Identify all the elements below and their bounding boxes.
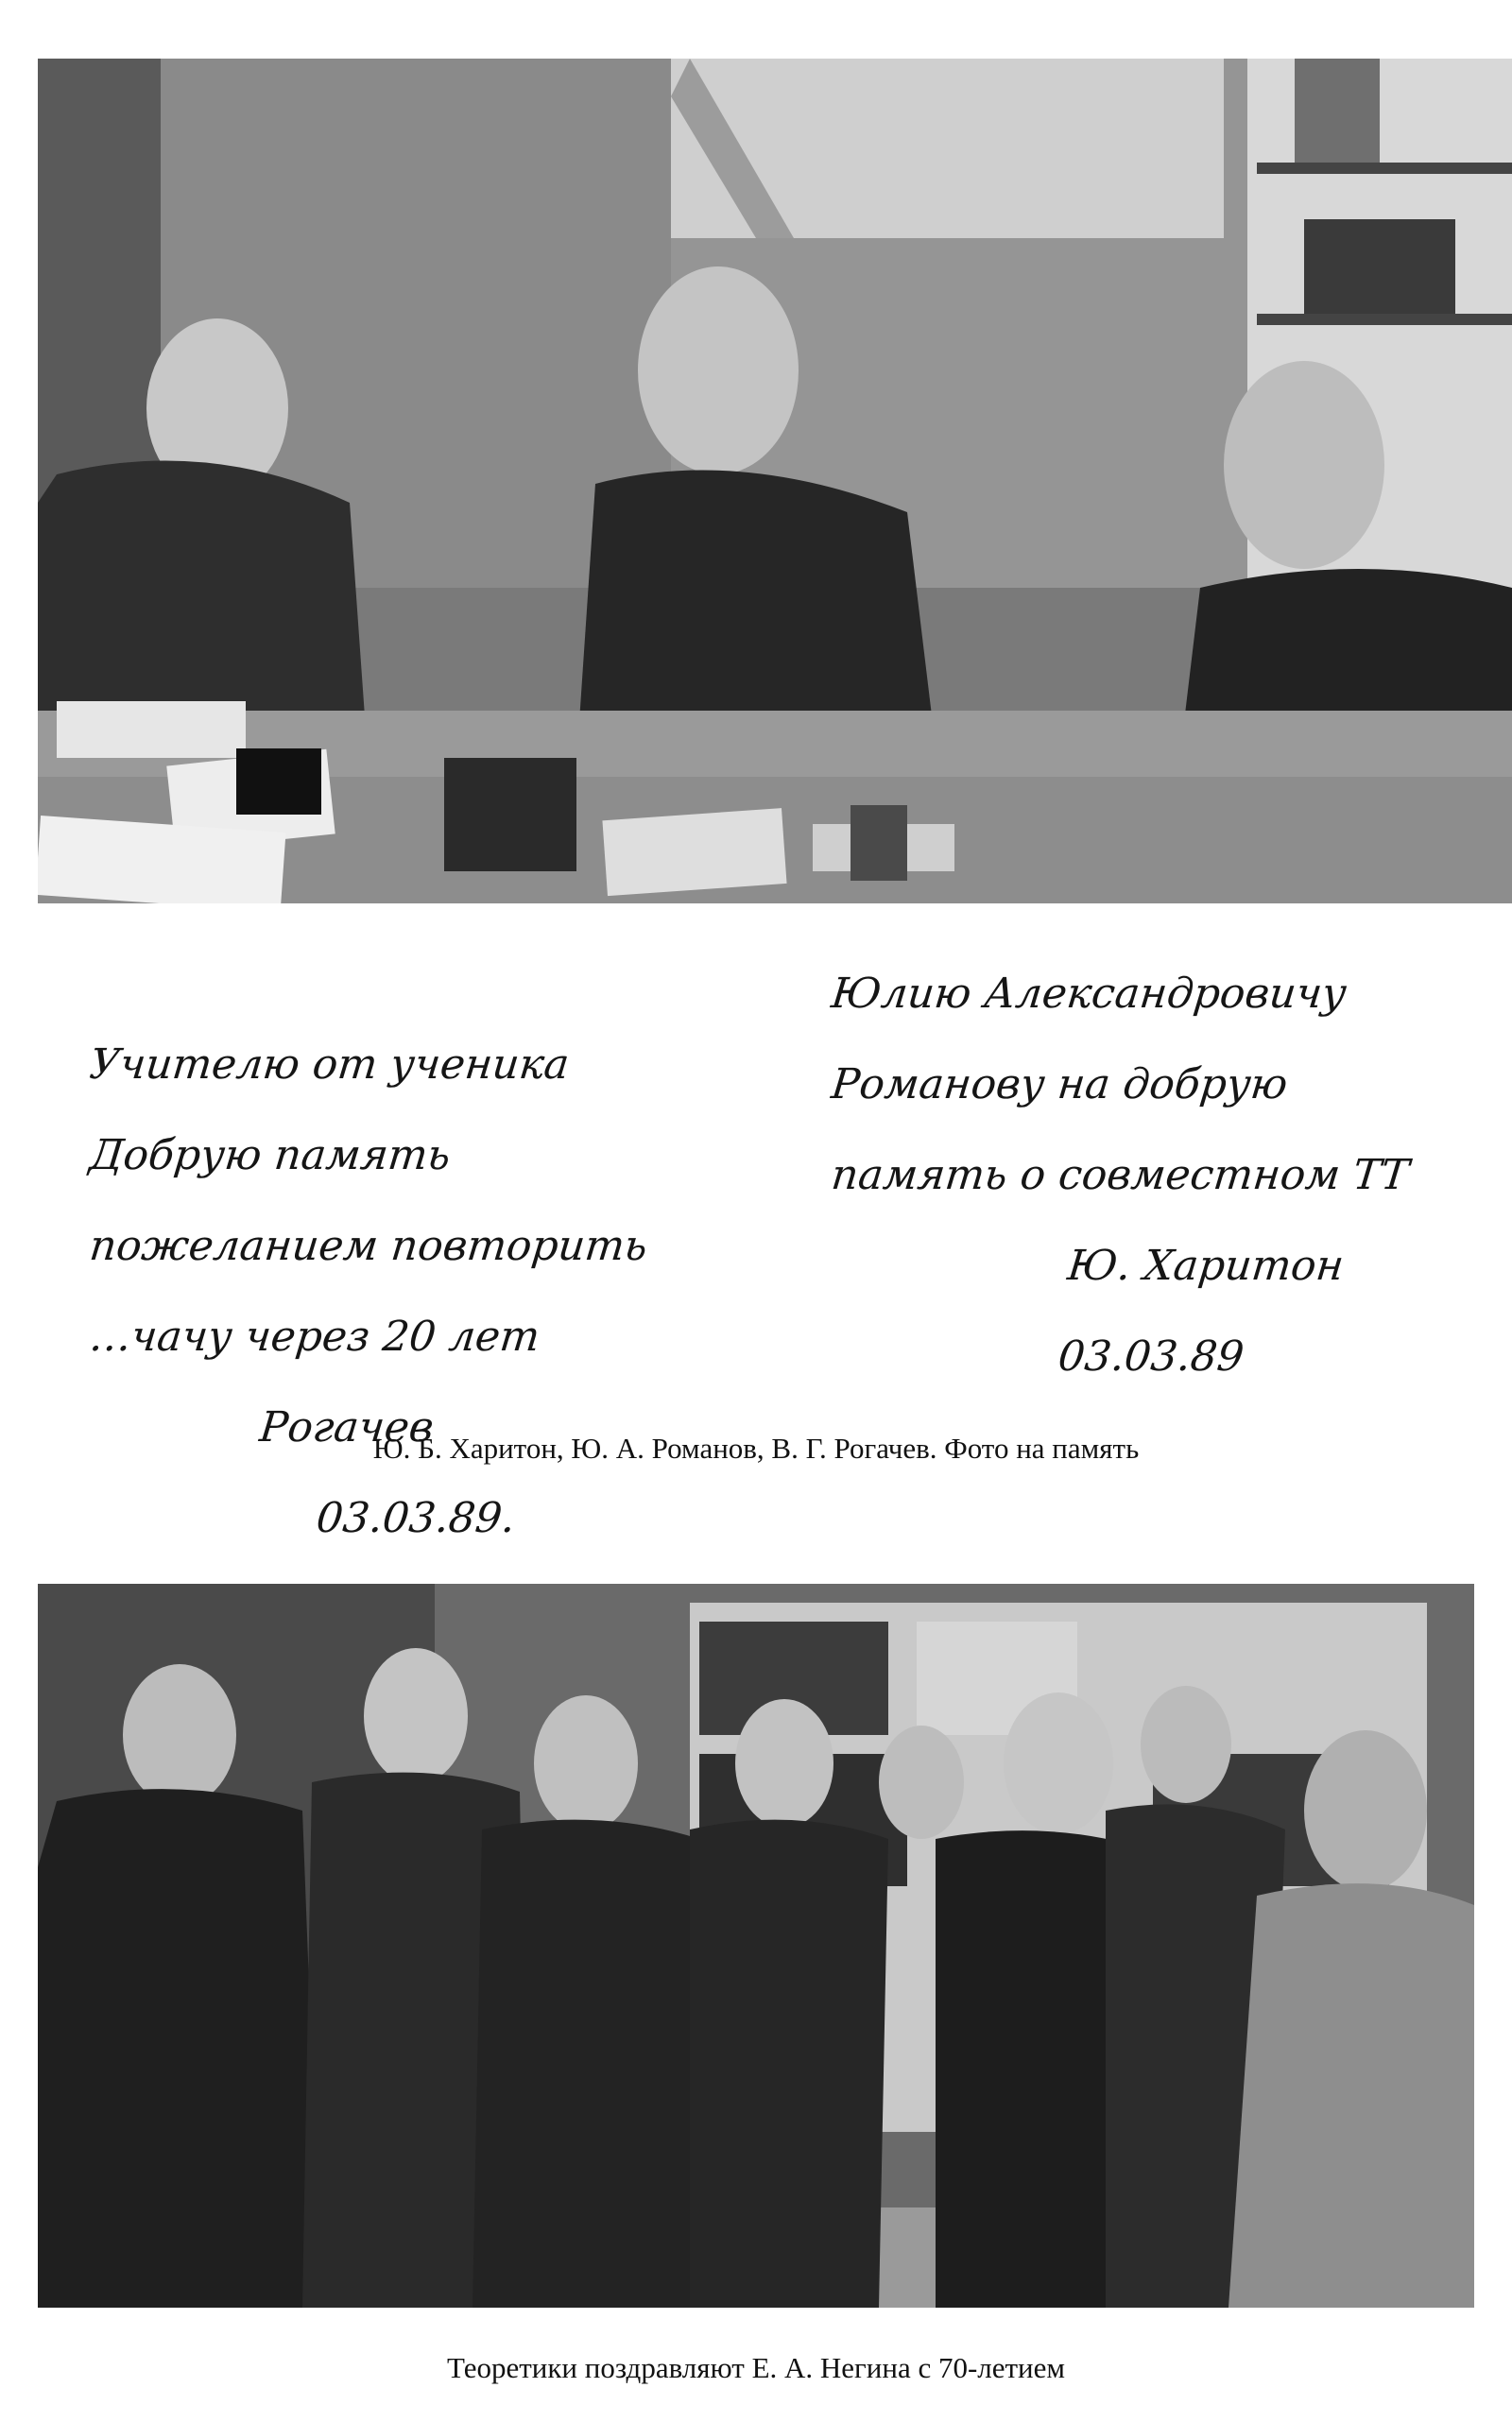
- inscription-right-signature: Ю. Харитон: [1065, 1242, 1347, 1290]
- bottom-photo-caption: Теоретики поздравляют Е. А. Негина с 70-летием: [446, 2351, 1066, 2384]
- inscription-right-line: Юлию Александровичу: [829, 970, 1349, 1018]
- bottom-photo-image: [38, 1584, 1474, 2308]
- inscription-right-line: память о совместном ТТ: [829, 1151, 1412, 1199]
- inscription-left-line: пожеланием повторить: [87, 1222, 650, 1270]
- inscription-left: [87, 1002, 789, 1564]
- inscription-left-line: Добрую память: [87, 1131, 454, 1179]
- top-photo: [38, 59, 1512, 903]
- inscription-left-date: 03.03.89.: [314, 1494, 518, 1542]
- inscription-right-line: Романову на добрую: [829, 1060, 1290, 1108]
- inscription-right-date: 03.03.89: [1056, 1332, 1246, 1381]
- inscription-left-signature: Рогачев: [257, 1403, 437, 1451]
- top-photo-image: [38, 59, 1512, 903]
- inscription-left-line: …чачу через 20 лет: [87, 1313, 542, 1361]
- bottom-photo: [38, 1584, 1474, 2308]
- top-photo-caption: Ю. Б. Харитон, Ю. А. Романов, В. Г. Рогачев. Фото на память: [372, 1432, 1140, 1465]
- inscription-right: [829, 931, 1493, 1402]
- inscription-left-line: Учителю от ученика: [87, 1040, 572, 1089]
